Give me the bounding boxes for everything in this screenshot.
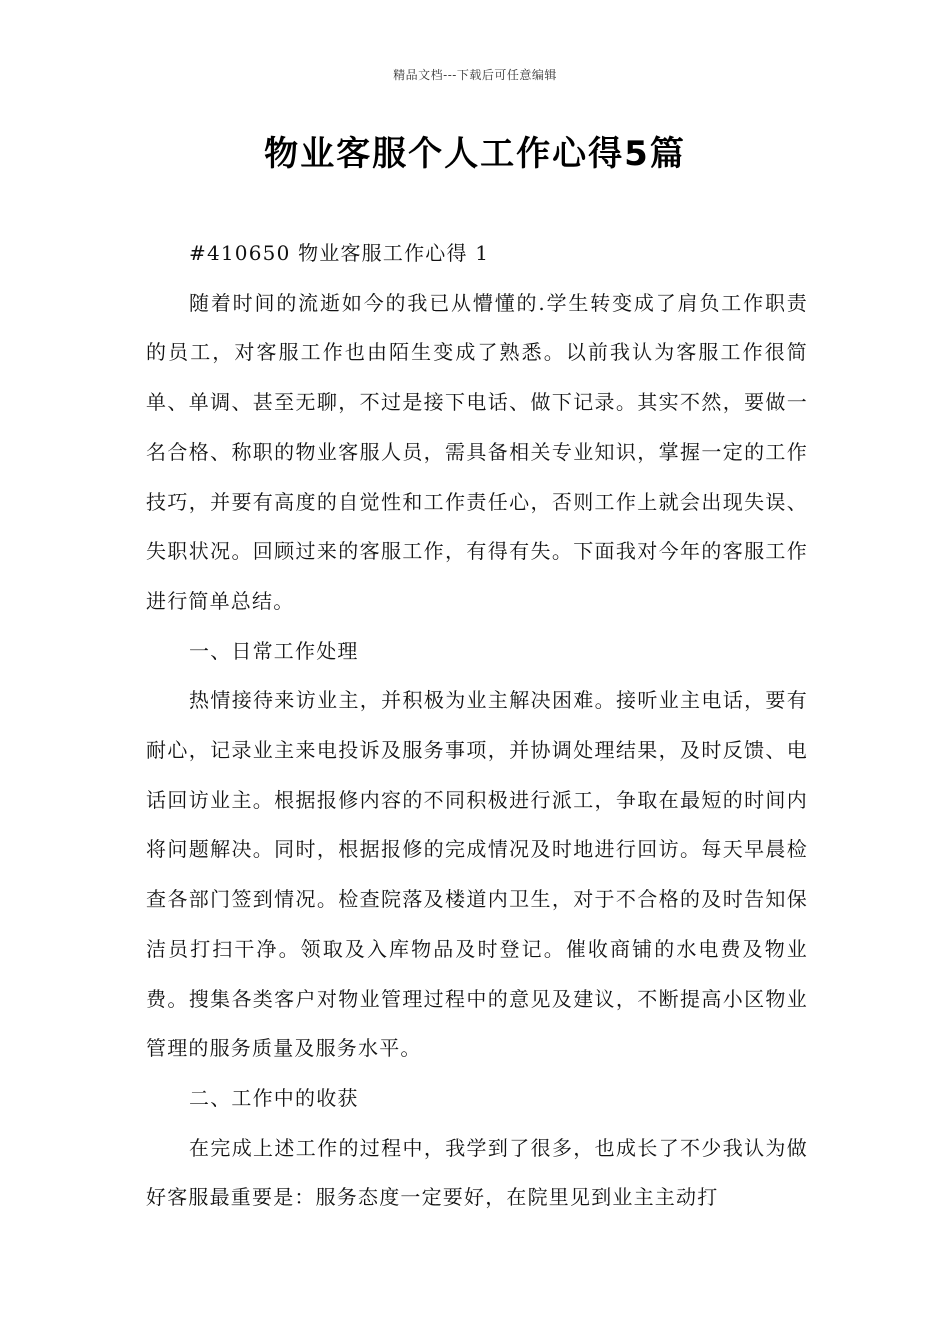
section-heading: 一、日常工作处理 [189, 638, 359, 663]
paragraph: 热情接待来访业主，并积极为业主解决困难。接听业主电话，要有耐心，记录业主来电投诉及服务事项，并协调处理结果，及时反馈、电话回访业主。根据报修内容的不同积极进行派工，争取在最短的时间内将问题解决。同时，根据报修的完成情况及时地进行回访。每天早晨检查各部门签到情况。检查院落及楼道内卫生，对于不合格的及时告知保洁员打扫干净。领取及入库物品及时登记。催收商铺的水电费及物业费。搜集各类客户对物业管理过程中的意见及建议，不断提高小区物业管理的服务质量及服务水平。 [146, 688, 808, 1061]
document-title: 物业客服个人工作心得5篇 [264, 134, 686, 174]
header-note: 精品文档---下载后可任意编辑 [393, 68, 557, 82]
section-label: #410650 物业客服工作心得 1 [189, 241, 490, 265]
paragraph: 随着时间的流逝如今的我已从懵懂的.学生转变成了肩负工作职责的员工，对客服工作也由陌生变成了熟悉。以前我认为客服工作很简单、单调、甚至无聊，不过是接下电话、做下记录。其实不然，要做一名合格、称职的物业客服人员，需具备相关专业知识，掌握一定的工作技巧，并要有高度的自觉性和工作责任心，否则工作上就会出现失误、失职状况。回顾过来的客服工作，有得有失。下面我对今年的客服工作进行简单总结。 [146, 290, 808, 613]
paragraph: 在完成上述工作的过程中，我学到了很多，也成长了不少我认为做好客服最重要是：服务态度一定要好，在院里见到业主主动打 [146, 1135, 808, 1210]
section-heading: 二、工作中的收获 [189, 1085, 359, 1110]
document-body [146, 229, 808, 1223]
